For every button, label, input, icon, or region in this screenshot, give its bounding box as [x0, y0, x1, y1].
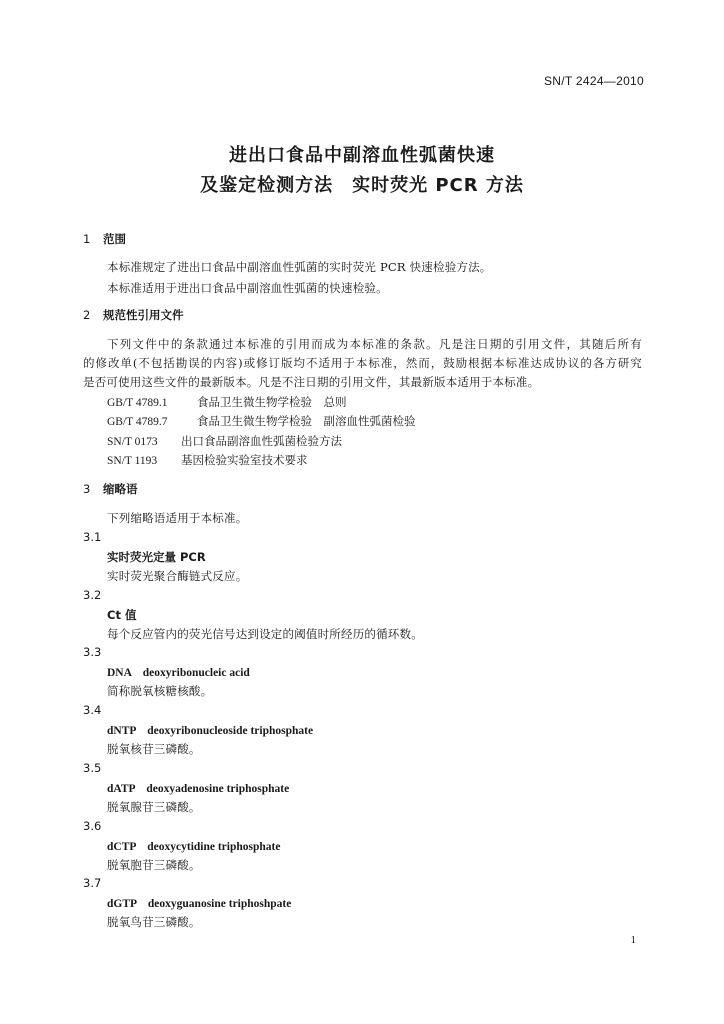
section-1-paragraph-2: 本标准适用于进出口食品中副溶血性弧菌的快速检验。 — [107, 281, 388, 295]
section-1-heading — [83, 231, 126, 247]
term-heading: DNA deoxyribonucleic acid — [107, 667, 250, 679]
section-number: 3 — [83, 482, 91, 496]
section-title: 规范性引用文件 — [103, 308, 184, 322]
term-heading: dGTP deoxyguanosine triphoshpate — [107, 898, 292, 910]
reference-item — [107, 394, 347, 410]
section-title: 范围 — [103, 232, 126, 246]
reference-code: GB/T 4789.1 — [107, 397, 168, 409]
reference-item — [107, 433, 342, 449]
subsection-number: 3.6 — [83, 819, 102, 833]
section-3-heading — [83, 481, 138, 497]
reference-code: GB/T 4789.7 — [107, 416, 168, 428]
term-definition: 脱氧核苷三磷酸。 — [107, 742, 201, 756]
term-definition: 简称脱氧核糖核酸。 — [107, 684, 213, 698]
term-definition: 脱氧腺苷三磷酸。 — [107, 800, 201, 814]
term-heading: dCTP deoxycytidine triphosphate — [107, 841, 281, 853]
section-2-paragraph-line-2: 的修改单(不包括勘误的内容)或修订版均不适用于本标准，然而，鼓励根据本标准达成协议的各方研究 — [83, 356, 642, 370]
document-title-line-1: 进出口食品中副溶血性弧菌快速 — [229, 145, 495, 166]
subsection-number: 3.4 — [83, 703, 102, 717]
term-definition: 每个反应管内的荧光信号达到设定的阈值时所经历的循环数。 — [107, 627, 423, 641]
reference-name: 基因检验实验室技术要求 — [181, 453, 308, 467]
section-number: 2 — [83, 308, 91, 322]
term-definition: 脱氧胞苷三磷酸。 — [107, 858, 201, 872]
subsection-number: 3.7 — [83, 876, 102, 890]
section-2-paragraph-line-3: 是否可使用这些文件的最新版本。凡是不注日期的引用文件，其最新版本适用于本标准。 — [83, 375, 540, 389]
section-title: 缩略语 — [103, 482, 138, 496]
reference-name: 食品卫生微生物学检验 副溶血性弧菌检验 — [197, 414, 416, 428]
page-number: 1 — [630, 934, 636, 946]
section-2-paragraph-line-1: 下列文件中的条款通过本标准的引用而成为本标准的条款。凡是注日期的引用文件，其随后所有 — [107, 337, 642, 351]
reference-code: SN/T 1193 — [107, 455, 158, 467]
section-1-paragraph-1: 本标准规定了进出口食品中副溶血性弧菌的实时荧光 PCR 快速检验方法。 — [107, 260, 492, 274]
term-heading: dNTP deoxyribonucleoside triphosphate — [107, 725, 314, 737]
section-2-heading — [83, 307, 184, 323]
subsection-number: 3.2 — [83, 588, 102, 602]
document-title-line-2: 及鉴定检测方法 实时荧光 PCR 方法 — [200, 175, 524, 196]
standard-code: SN/T 2424—2010 — [543, 74, 644, 88]
term-heading: 实时荧光定量 PCR — [107, 550, 206, 564]
reference-name: 出口食品副溶血性弧菌检验方法 — [181, 434, 342, 448]
reference-code: SN/T 0173 — [107, 436, 158, 448]
subsection-number: 3.1 — [83, 530, 102, 544]
reference-name: 食品卫生微生物学检验 总则 — [197, 395, 347, 409]
reference-item — [107, 413, 416, 429]
term-heading: Ct 值 — [107, 608, 137, 622]
subsection-number: 3.3 — [83, 645, 102, 659]
section-3-intro: 下列缩略语适用于本标准。 — [107, 511, 248, 525]
section-number: 1 — [83, 232, 91, 246]
term-heading: dATP deoxyadenosine triphosphate — [107, 783, 290, 795]
term-definition: 脱氧鸟苷三磷酸。 — [107, 915, 201, 929]
subsection-number: 3.5 — [83, 761, 102, 775]
term-definition: 实时荧光聚合酶链式反应。 — [107, 569, 248, 583]
reference-item — [107, 452, 308, 468]
